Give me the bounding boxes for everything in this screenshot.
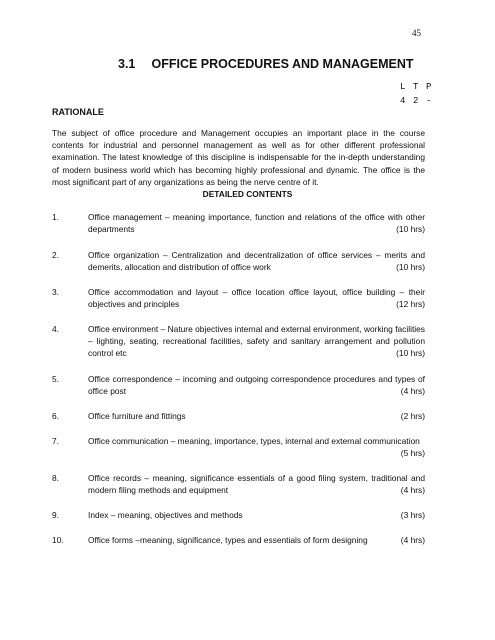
item-number: 7. xyxy=(52,436,59,446)
section-number: 3.1 xyxy=(118,57,136,71)
section-title: OFFICE PROCEDURES AND MANAGEMENT xyxy=(151,57,414,71)
item-number: 6. xyxy=(52,411,59,421)
content-item-4 xyxy=(52,323,425,360)
ltp-header-l: L xyxy=(400,82,406,92)
ltp-value-p: - xyxy=(426,96,432,106)
item-number: 1. xyxy=(52,212,59,222)
item-number: 10. xyxy=(52,535,64,545)
item-text: Office management – meaning importance, function and relations of the office with other departments xyxy=(88,212,425,235)
ltp-header-t: T xyxy=(413,82,419,92)
item-hours: (3 hrs) xyxy=(400,510,425,520)
item-hours: (12 hrs) xyxy=(396,299,425,310)
content-item-7 xyxy=(52,435,425,459)
content-item-10 xyxy=(52,534,425,546)
item-number: 9. xyxy=(52,510,59,520)
item-hours: (4 hrs) xyxy=(400,386,425,397)
ltp-values xyxy=(400,96,439,106)
ltp-headers xyxy=(400,82,439,92)
content-item-8 xyxy=(52,472,425,496)
item-number: 2. xyxy=(52,250,59,260)
rationale-paragraph: The subject of office procedure and Management occupies an important place in the course contents for industrial and personnel management as well as for other different professional examination. The latest knowledge of this discipline is indispensable for the in-depth understanding of modern business world which has becoming highly professional and dynamic. The office is the most significant part of any organizations as being the nerve centre of it. xyxy=(52,128,425,187)
ltp-header-p: P xyxy=(426,82,432,92)
ltp-value-l: 4 xyxy=(400,96,406,106)
content-item-5 xyxy=(52,373,425,397)
item-text: Office furniture and fittings xyxy=(88,411,186,421)
item-number: 4. xyxy=(52,324,59,334)
item-number: 5. xyxy=(52,374,59,384)
item-text: Office communication – meaning, importance, types, internal and external communication xyxy=(88,436,420,446)
item-text: Index – meaning, objectives and methods xyxy=(88,510,243,520)
item-hours: (10 hrs) xyxy=(396,224,425,235)
detailed-contents-heading: DETAILED CONTENTS xyxy=(202,189,293,199)
content-item-9 xyxy=(52,509,425,521)
page-title xyxy=(118,57,414,71)
content-item-2 xyxy=(52,249,425,273)
item-hours: (4 hrs) xyxy=(400,485,425,496)
ltp-value-t: 2 xyxy=(413,96,419,106)
item-text: Office organization – Centralization and decentralization of office services – merits and demerits, allocation and distribution of office work xyxy=(88,250,425,273)
item-number: 3. xyxy=(52,287,59,297)
content-item-1 xyxy=(52,211,425,235)
item-number: 8. xyxy=(52,473,59,483)
item-hours: (5 hrs) xyxy=(400,448,425,459)
content-item-3 xyxy=(52,286,425,310)
content-item-6 xyxy=(52,410,425,422)
item-hours: (2 hrs) xyxy=(400,411,425,421)
page-number: 45 xyxy=(412,28,421,38)
item-text: Office environment – Nature objectives internal and external environment, working facilities – lighting, seating, recreational facilities, safety and sanitary arrangement and pollution control etc xyxy=(88,324,425,359)
item-hours: (10 hrs) xyxy=(396,348,425,359)
item-hours: (10 hrs) xyxy=(396,262,425,273)
item-text: Office forms –meaning, significance, types and essentials of form designing xyxy=(88,535,368,545)
item-text: Office records – meaning, significance essentials of a good filing system, traditional and modern filing methods and equipment xyxy=(88,473,425,496)
rationale-heading: RATIONALE xyxy=(52,107,104,117)
item-text: Office correspondence – incoming and outgoing correspondence procedures and types of office post xyxy=(88,374,425,397)
item-text: Office accommodation and layout – office location office layout, office building – their objectives and principles xyxy=(88,287,425,310)
item-hours: (4 hrs) xyxy=(400,535,425,545)
